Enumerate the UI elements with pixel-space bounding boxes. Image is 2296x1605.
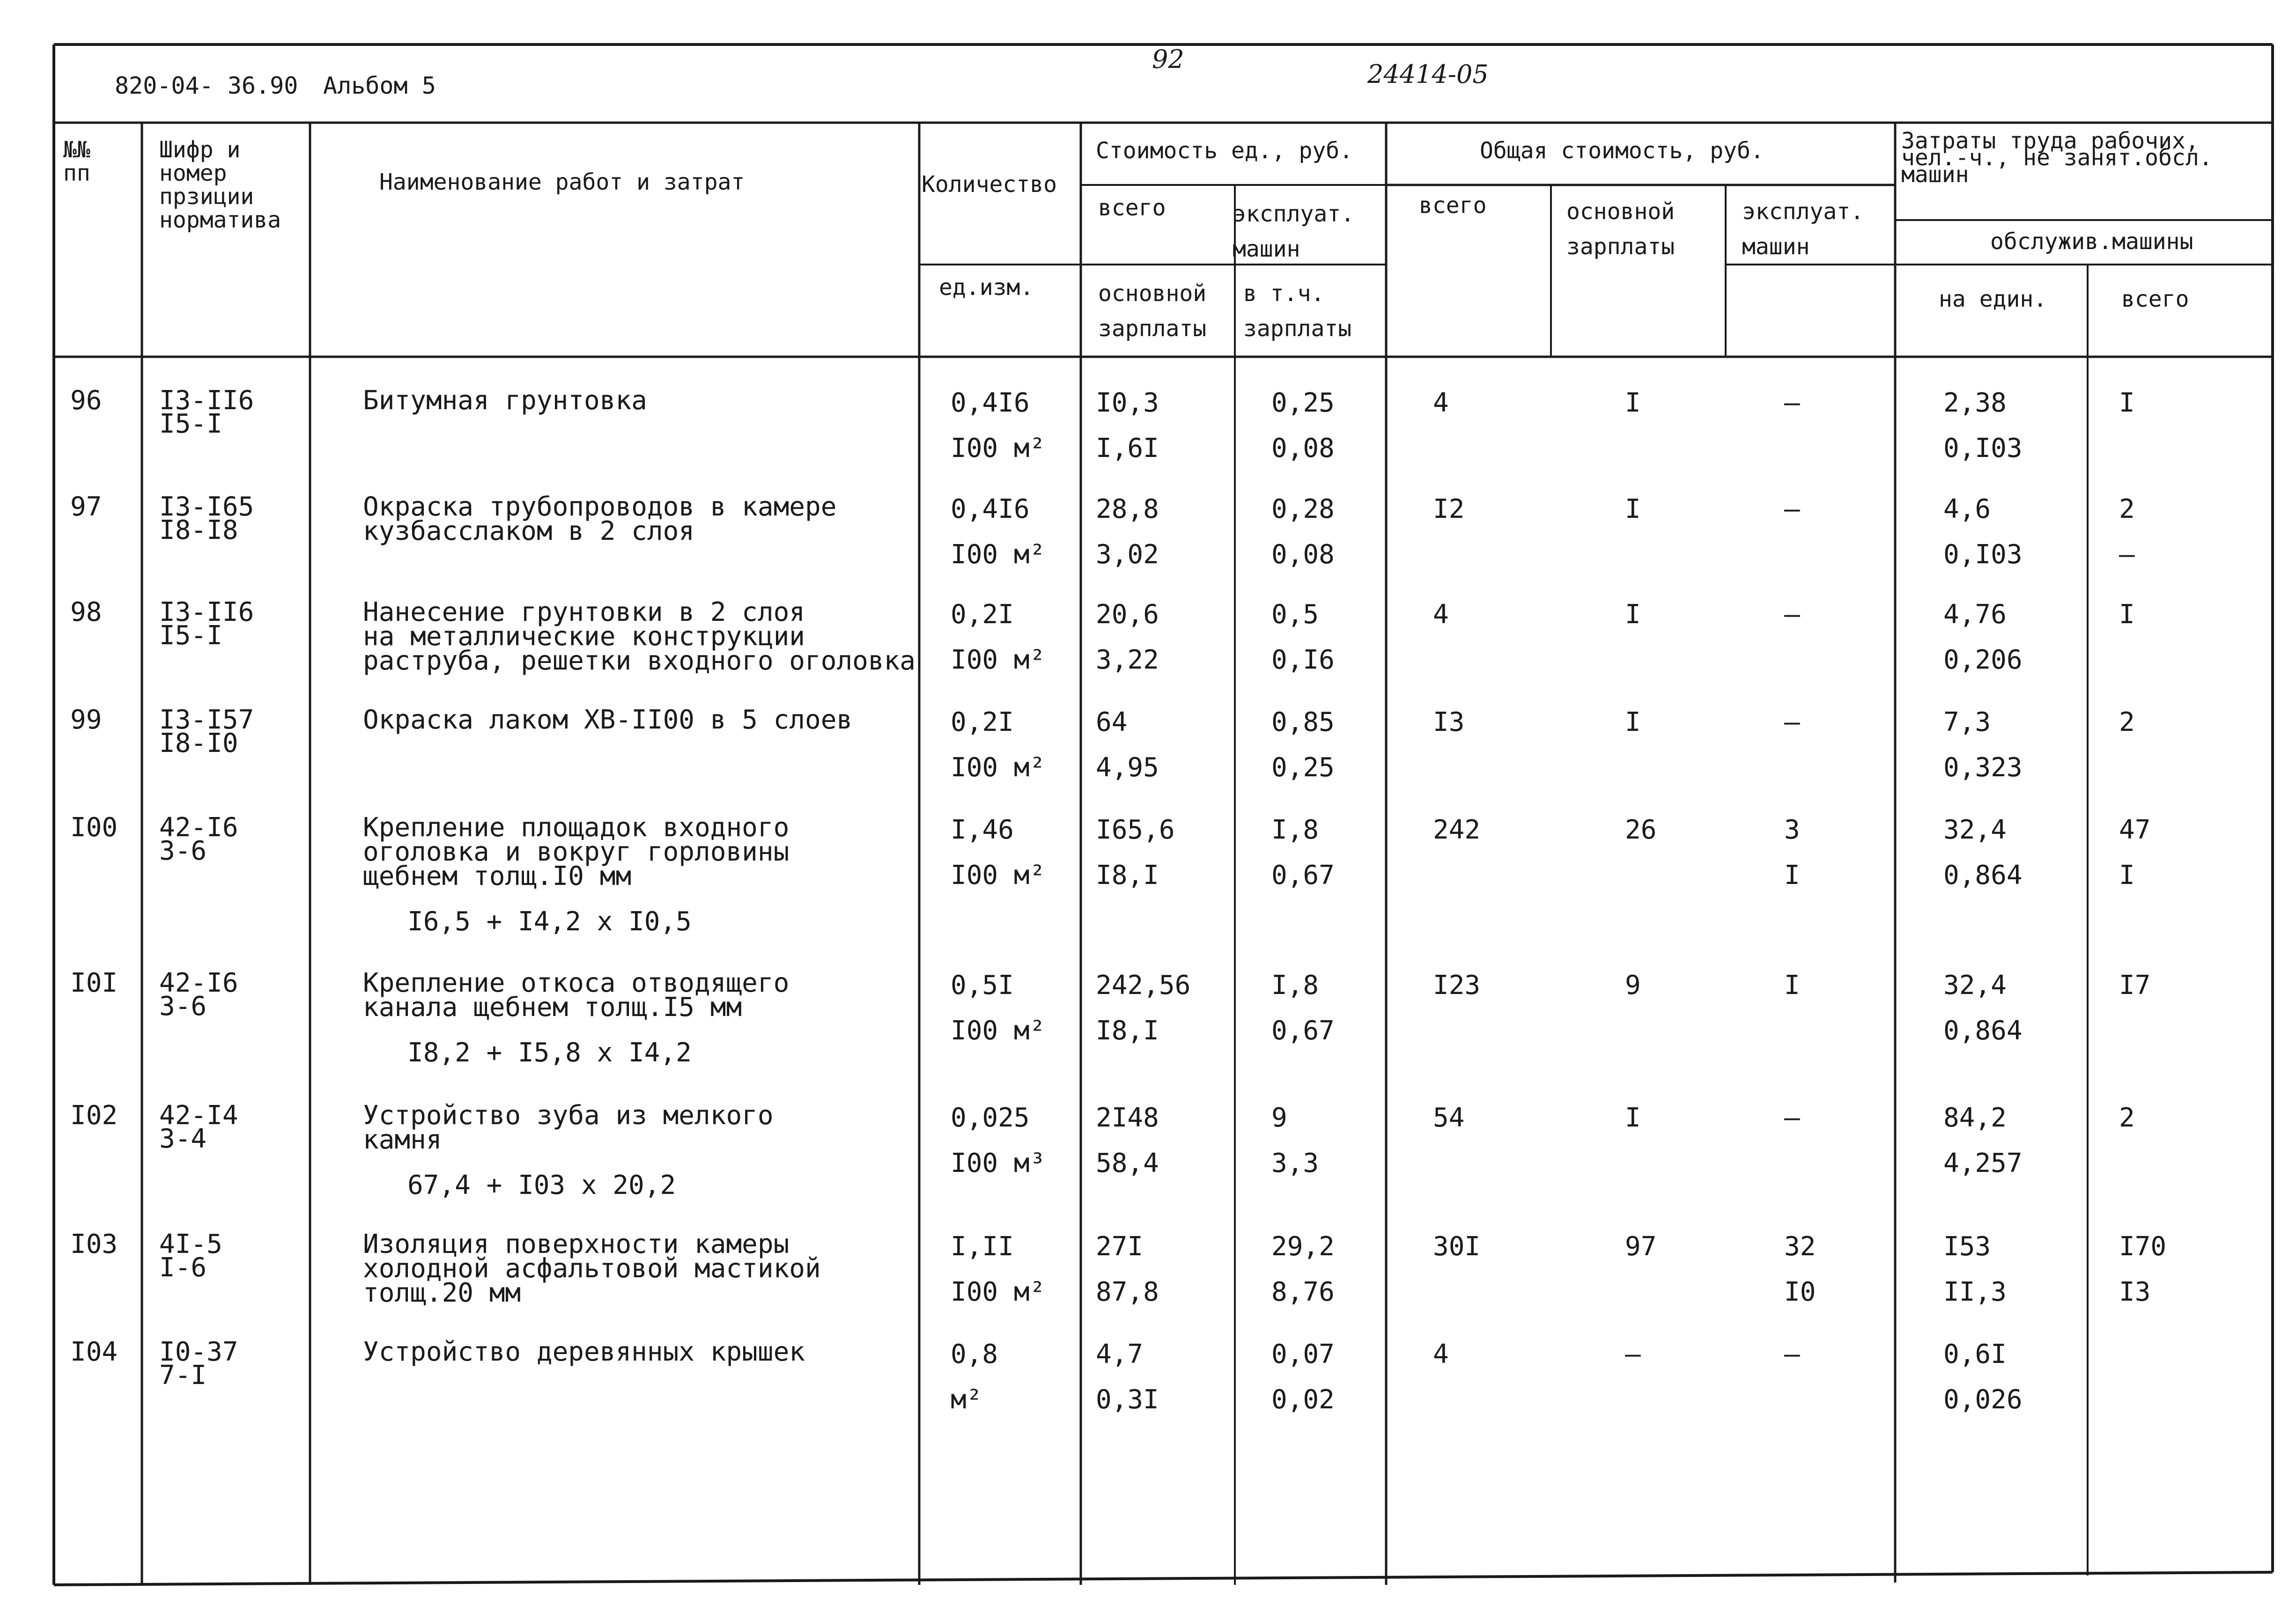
row-number: I00 — [70, 812, 118, 843]
row-code: I3-I65 — [159, 492, 254, 522]
row-labor-total: 2 — [2119, 1103, 2135, 1133]
row-labor-unit: 32,4 — [1943, 970, 2007, 1001]
row-total-base: I — [1625, 599, 1641, 630]
row-unit-cost-mach: 9 — [1271, 1103, 1287, 1133]
row-code: I8-I0 — [159, 728, 238, 758]
row-total-mach-wage: I — [1784, 860, 1800, 891]
row-unit-cost-base: 4,95 — [1096, 752, 1159, 783]
col-unit-total-header: всего — [1098, 195, 1166, 221]
col-unit-mach-wage-header: в т.ч. зарплаты — [1243, 280, 1352, 342]
row-number: I04 — [70, 1337, 118, 1367]
col-name-header: Наименование работ и затрат — [379, 169, 745, 195]
row-unit-cost-mach: 0,07 — [1271, 1339, 1335, 1369]
row-name: Нанесение грунтовки в 2 слоя — [363, 597, 805, 627]
row-unit-cost-total: 64 — [1096, 707, 1128, 737]
row-labor-unit: 4,76 — [1943, 599, 2007, 630]
row-unit-cost-base: 0,3I — [1096, 1384, 1159, 1415]
row-labor-unit-serv: 4,257 — [1943, 1148, 2023, 1178]
row-labor-total: 2 — [2119, 494, 2135, 524]
row-unit-cost-base: I,6I — [1096, 433, 1159, 464]
row-total-cost: I23 — [1433, 970, 1481, 1001]
row-labor-unit: 32,4 — [1943, 815, 2007, 845]
row-unit-cost-mach: 0,5 — [1271, 599, 1319, 630]
col-labor-header: Затраты труда рабочих, чел.-ч., не занят.обсл. машин — [1901, 128, 2213, 188]
row-total-cost: 4 — [1433, 388, 1449, 418]
row-unit: I00 м² — [951, 433, 1046, 464]
row-total-cost: 4 — [1433, 1339, 1449, 1369]
row-number: I03 — [70, 1229, 118, 1259]
row-total-cost: 54 — [1433, 1103, 1465, 1133]
row-name: Окраска лаком ХВ-II00 в 5 слоев — [363, 705, 853, 735]
row-total-mach: 3 — [1784, 815, 1800, 845]
row-code: I3-II6 — [159, 597, 254, 627]
row-name: Устройство деревянных крышек — [363, 1337, 805, 1367]
col-total-mach-header: эксплуат. машин — [1742, 199, 1864, 260]
row-total-cost: 242 — [1433, 815, 1481, 845]
row-total-base: 97 — [1625, 1231, 1657, 1262]
col-qty-header: Количество — [922, 171, 1057, 198]
row-unit-cost-total: I0,3 — [1096, 388, 1159, 418]
row-labor-unit: 0,6I — [1943, 1339, 2007, 1369]
row-unit-cost-mach-wage: 0,67 — [1271, 1016, 1335, 1046]
row-name: канала щебнем толщ.I5 мм — [363, 992, 742, 1023]
row-number: 98 — [70, 597, 102, 627]
row-total-mach: I — [1784, 970, 1800, 1001]
row-code: 3-4 — [159, 1124, 207, 1154]
row-total-cost: I3 — [1433, 707, 1465, 737]
row-code: 42-I6 — [159, 968, 238, 998]
row-unit-cost-mach-wage: 0,08 — [1271, 433, 1335, 464]
col-unit-mach-header: эксплуат. машин — [1233, 201, 1355, 262]
row-total-base: 26 — [1625, 815, 1657, 845]
row-code: 7-I — [159, 1360, 207, 1391]
col-total-base-header: основной зарплаты — [1566, 199, 1675, 260]
row-quantity: 0,2I — [951, 707, 1014, 737]
row-unit: I00 м² — [951, 1277, 1046, 1307]
row-unit-cost-total: 28,8 — [1096, 494, 1159, 524]
row-labor-unit-serv: 0,I03 — [1943, 539, 2023, 570]
row-total-base: I — [1625, 1103, 1641, 1133]
row-name: Крепление площадок входного — [363, 812, 790, 843]
row-total-cost: I2 — [1433, 494, 1465, 524]
row-unit-cost-base: I8,I — [1096, 860, 1159, 891]
row-unit-cost-total: 4,7 — [1096, 1339, 1144, 1369]
col-unit-cost-header: Стоимость ед., руб. — [1096, 138, 1353, 164]
row-unit: I00 м² — [951, 752, 1046, 783]
row-unit: м² — [951, 1384, 982, 1415]
row-unit-cost-mach-wage: 0,02 — [1271, 1384, 1335, 1415]
row-number: I0I — [70, 968, 118, 998]
row-total-base: I — [1625, 388, 1641, 418]
row-name: холодной асфальтовой мастикой — [363, 1253, 821, 1284]
row-quantity: I,46 — [951, 815, 1014, 845]
row-unit-cost-mach: I,8 — [1271, 815, 1319, 845]
row-quantity: 0,8 — [951, 1339, 998, 1369]
row-name: Изоляция поверхности камеры — [363, 1229, 790, 1259]
row-formula: I6,5 + I4,2 x I0,5 — [407, 906, 692, 937]
row-code: 42-I6 — [159, 812, 238, 843]
row-number: 96 — [70, 385, 102, 416]
row-name: Битумная грунтовка — [363, 385, 647, 416]
row-unit-cost-mach: 29,2 — [1271, 1231, 1335, 1262]
doc-code: 820-04- 36.90 — [115, 72, 298, 99]
row-code: 3-6 — [159, 991, 207, 1022]
row-labor-unit-serv: 0,323 — [1943, 752, 2023, 783]
row-unit-cost-base: 3,02 — [1096, 539, 1159, 570]
row-name: толщ.20 мм — [363, 1278, 521, 1308]
row-labor-total-serv: I3 — [2119, 1277, 2151, 1307]
row-name: оголовка и вокруг горловины — [363, 837, 790, 867]
row-total-mach: – — [1784, 1103, 1800, 1133]
row-unit-cost-mach-wage: 0,25 — [1271, 752, 1335, 783]
row-labor-unit-serv: 0,864 — [1943, 1016, 2023, 1046]
row-labor-total-serv: I — [2119, 860, 2135, 891]
row-unit-cost-mach-wage: 0,I6 — [1271, 645, 1335, 675]
col-total-all-header: всего — [1419, 192, 1487, 219]
row-name: раструба, решетки входного оголовка — [363, 646, 916, 676]
row-unit-cost-total: 20,6 — [1096, 599, 1159, 630]
row-quantity: 0,2I — [951, 599, 1014, 630]
col-code-header: Шифр и номер прзиции норматива — [159, 137, 281, 233]
row-labor-total: 2 — [2119, 707, 2135, 737]
row-labor-total-serv: – — [2119, 539, 2135, 570]
row-name: камня — [363, 1125, 442, 1155]
row-name: щебнем толщ.I0 мм — [363, 861, 632, 891]
row-labor-unit-serv: 0,864 — [1943, 860, 2023, 891]
row-quantity: 0,5I — [951, 970, 1014, 1001]
row-unit: I00 м² — [951, 1016, 1046, 1046]
row-total-base: – — [1625, 1339, 1641, 1369]
row-code: I5-I — [159, 409, 222, 439]
row-unit-cost-mach: 0,25 — [1271, 388, 1335, 418]
row-code: I-6 — [159, 1252, 207, 1283]
row-unit-cost-base: 3,22 — [1096, 645, 1159, 675]
row-labor-unit-serv: 0,I03 — [1943, 433, 2023, 464]
col-unit-header: ед.изм. — [939, 274, 1034, 301]
row-unit-cost-total: I65,6 — [1096, 815, 1175, 845]
row-quantity: 0,4I6 — [951, 494, 1030, 524]
col-labor-serv-header: обслужив.машины — [1990, 228, 2193, 255]
row-name: на металлические конструкции — [363, 621, 805, 652]
row-unit-cost-base: 87,8 — [1096, 1277, 1159, 1307]
row-total-cost: 4 — [1433, 599, 1449, 630]
row-total-base: I — [1625, 494, 1641, 524]
row-total-mach: – — [1784, 599, 1800, 630]
row-total-mach: 32 — [1784, 1231, 1816, 1262]
row-formula: 67,4 + I03 x 20,2 — [407, 1170, 676, 1200]
row-code: 3-6 — [159, 836, 207, 866]
row-labor-unit-serv: 0,026 — [1943, 1384, 2023, 1415]
row-labor-total: I — [2119, 388, 2135, 418]
row-labor-unit: 7,3 — [1943, 707, 1991, 737]
row-quantity: I,II — [951, 1231, 1014, 1262]
row-total-base: 9 — [1625, 970, 1641, 1001]
row-unit-cost-mach: I,8 — [1271, 970, 1319, 1001]
frame-bottom — [54, 1572, 2273, 1585]
row-labor-unit-serv: II,3 — [1943, 1277, 2007, 1307]
row-number: 97 — [70, 492, 102, 522]
row-total-mach-wage: I0 — [1784, 1277, 1816, 1307]
row-code: I5-I — [159, 620, 222, 651]
row-code: 4I-5 — [159, 1229, 222, 1259]
album-label: Альбом 5 — [323, 72, 436, 99]
row-name: кузбасслаком в 2 слоя — [363, 516, 695, 546]
row-unit-cost-base: 58,4 — [1096, 1148, 1159, 1178]
row-labor-unit: 84,2 — [1943, 1103, 2007, 1133]
row-total-base: I — [1625, 707, 1641, 737]
row-name: Крепление откоса отводящего — [363, 968, 790, 998]
row-unit-cost-total: 242,56 — [1096, 970, 1191, 1001]
row-code: 42-I4 — [159, 1100, 238, 1131]
row-number: I02 — [70, 1100, 118, 1131]
row-quantity: 0,025 — [951, 1103, 1030, 1133]
row-labor-unit-serv: 0,206 — [1943, 645, 2023, 675]
row-unit-cost-mach: 0,28 — [1271, 494, 1335, 524]
row-total-mach: – — [1784, 388, 1800, 418]
reference-number: 24414-05 — [1367, 59, 1489, 89]
row-unit-cost-mach-wage: 3,3 — [1271, 1148, 1319, 1178]
row-name: Окраска трубопроводов в камере — [363, 492, 837, 522]
row-labor-total: 47 — [2119, 815, 2151, 845]
row-labor-unit: 4,6 — [1943, 494, 1991, 524]
row-unit: I00 м² — [951, 860, 1046, 891]
row-labor-total: I7 — [2119, 970, 2151, 1001]
row-labor-unit: 2,38 — [1943, 388, 2007, 418]
col-total-cost-header: Общая стоимость, руб. — [1480, 138, 1764, 164]
row-total-mach: – — [1784, 707, 1800, 737]
row-unit: I00 м² — [951, 645, 1046, 675]
col-num-header: №№ пп — [63, 137, 90, 186]
row-unit-cost-mach: 0,85 — [1271, 707, 1335, 737]
row-unit-cost-mach-wage: 0,67 — [1271, 860, 1335, 891]
col-labor-unit-header: на един. — [1939, 286, 2047, 312]
row-number: 99 — [70, 705, 102, 735]
row-unit: I00 м³ — [951, 1148, 1046, 1178]
row-total-mach: – — [1784, 1339, 1800, 1369]
col-unit-base-header: основной зарплаты — [1098, 280, 1207, 342]
page-number: 92 — [1152, 44, 1184, 74]
row-code: I3-I57 — [159, 705, 254, 735]
row-unit-cost-total: 2I48 — [1096, 1103, 1159, 1133]
row-unit-cost-mach-wage: 0,08 — [1271, 539, 1335, 570]
row-total-cost: 30I — [1433, 1231, 1481, 1262]
row-code: I8-I8 — [159, 515, 238, 545]
row-labor-total: I70 — [2119, 1231, 2167, 1262]
row-labor-unit: I53 — [1943, 1231, 1991, 1262]
row-quantity: 0,4I6 — [951, 388, 1030, 418]
row-unit: I00 м² — [951, 539, 1046, 570]
row-unit-cost-base: I8,I — [1096, 1016, 1159, 1046]
row-formula: I8,2 + I5,8 x I4,2 — [407, 1038, 692, 1068]
row-code: I0-37 — [159, 1337, 238, 1367]
row-code: I3-II6 — [159, 385, 254, 416]
row-unit-cost-total: 27I — [1096, 1231, 1144, 1262]
row-name: Устройство зуба из мелкого — [363, 1100, 774, 1131]
col-labor-total-header: всего — [2121, 286, 2189, 312]
row-unit-cost-mach-wage: 8,76 — [1271, 1277, 1335, 1307]
row-total-mach: – — [1784, 494, 1800, 524]
row-labor-total: I — [2119, 599, 2135, 630]
